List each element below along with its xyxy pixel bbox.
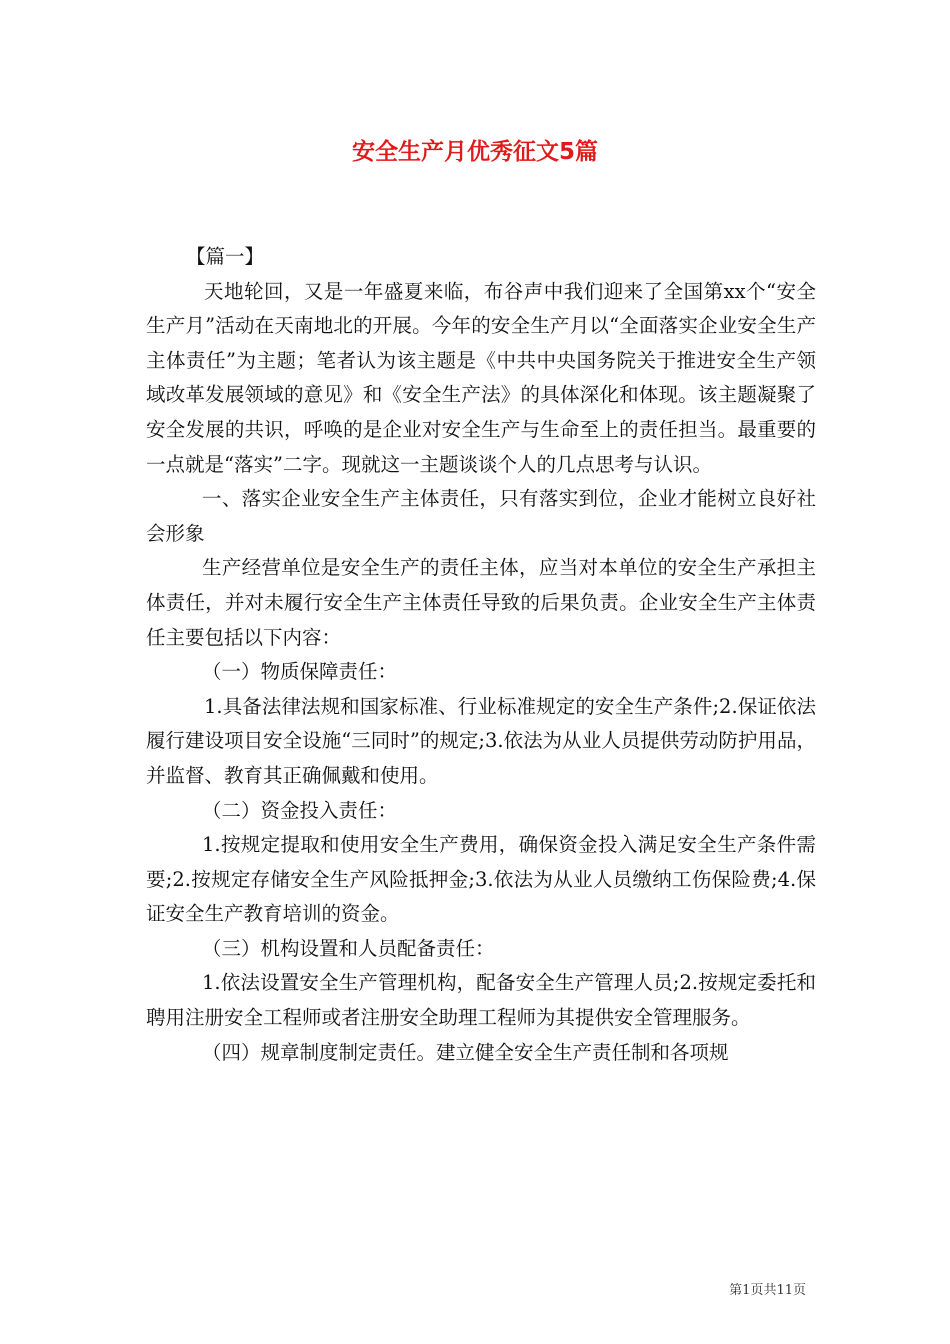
paragraph-5: 1.依法设置安全生产管理机构，配备安全生产管理人员;2.按规定委托和聘用注册安全工程师或者注册安全助理工程师为其提供安全管理服务。: [146, 971, 816, 1030]
paragraph-1: 天地轮回，又是一年盛夏来临，布谷声中我们迎来了全国第xx个“安全生产月”活动在天南地北的开展。今年的安全生产月以“全面落实企业安全生产主体责任”为主题；笔者认为该主题是《中共中央国务院关于推进安全生产领域改革发展领域的意见》和《安全生产法》的具体深化和体现。该主题凝聚了安全发展的共识，呼唤的是企业对安全生产与生命至上的责任担当。最重要的一点就是“落实”二字。现就这一主题谈谈个人的几点思考与认识。: [146, 279, 816, 476]
heading-1: 一、落实企业安全生产主体责任，只有落实到位，企业才能树立良好社会形象: [146, 487, 816, 545]
document-body: [146, 240, 816, 1070]
subheading-3: （三）机构设置和人员配备责任：: [202, 936, 495, 960]
subheading-1: （一）物质保障责任：: [202, 660, 398, 684]
paragraph-2: 生产经营单位是安全生产的责任主体，应当对本单位的安全生产承担主体责任，并对未履行安全生产主体责任导致的后果负责。企业安全生产主体责任主要包括以下内容：: [146, 556, 816, 649]
page-number: 第1页共11页: [729, 1283, 806, 1298]
document-title: 安全生产月优秀征文5篇: [351, 139, 598, 165]
section-label: 【篇一】: [186, 245, 265, 268]
paragraph-3: 1.具备法律法规和国家标准、行业标准规定的安全生产条件;2.保证依法履行建设项目安全设施“三同时”的规定;3.依法为从业人员提供劳动防护用品，并监督、教育其正确佩戴和使用。: [146, 694, 816, 787]
paragraph-4: 1.按规定提取和使用安全生产费用，确保资金投入满足安全生产条件需要;2.按规定存储安全生产风险抵押金;3.依法为从业人员缴纳工伤保险费;4.保证安全生产教育培训的资金。: [146, 833, 816, 926]
paragraph-6: （四）规章制度制定责任。建立健全安全生产责任制和各项规: [202, 1040, 729, 1064]
subheading-2: （二）资金投入责任：: [202, 798, 398, 822]
